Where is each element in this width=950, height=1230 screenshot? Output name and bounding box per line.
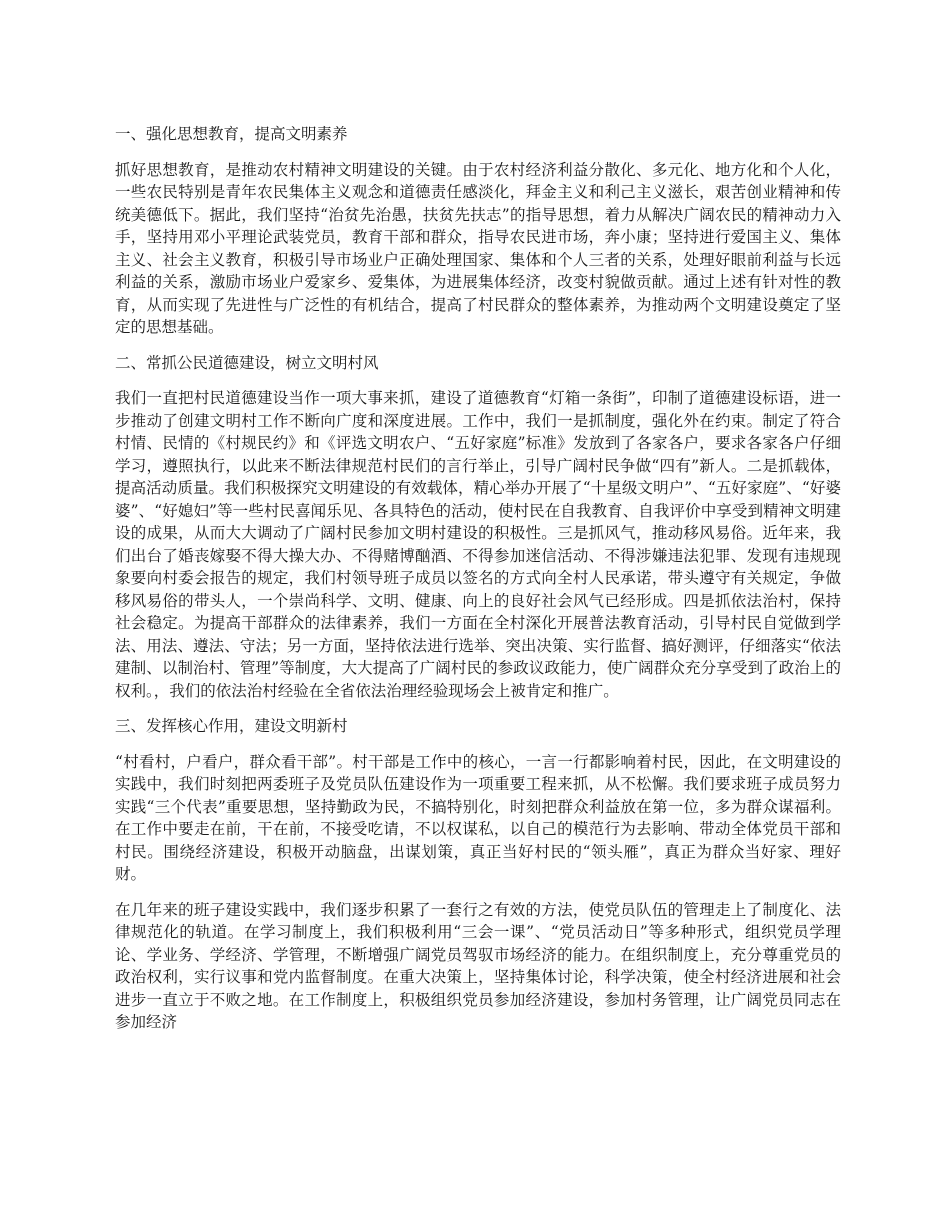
section-heading-3: 三、发挥核心作用，建设文明新村: [115, 717, 348, 735]
section-heading-1: 一、强化思想教育，提高文明素养: [115, 125, 348, 143]
section-2-paragraph-1: 我们一直把村民道德建设当作一项大事来抓，建设了道德教育“灯箱一条街”，印制了道德建设标语，进一步推动了创建文明村工作不断向广度和深度进展。工作中，我们一是抓制度，强化外在约束。制定了符合村情、民情的《村规民约》和《评选文明农户、“五好家庭”标准》发放到了各家各户，要求各家各户仔细学习，遵照执行，以此来不断法律规范村民们的言行举止，引导广阔村民争做“四有”新人。二是抓载体，提高活动质量。我们积极探究文明建设的有效载体，精心举办开展了“十星级文明户”、“五好家庭”、“好婆婆”、“好媳妇”等一些村民喜闻乐见、各具特色的活动，使村民在自我教育、自我评价中享受到精神文明建设的成果，从而大大调动了广阔村民参加文明村建设的积极性。三是抓风气，推动移风易俗。近年来，我们出台了婚丧嫁娶不得大操大办、不得赌博酗酒、不得参加迷信活动、不得涉嫌违法犯罪、发现有违规现象要向村委会报告的规定，我们村领导班子成员以签名的方式向全村人民承诺，带头遵守有关规定，争做移风易俗的带头人，一个崇尚科学、文明、健康、向上的良好社会风气已经形成。四是抓依法治村，保持社会稳定。为提高干部群众的法律素养，我们一方面在全村深化开展普法教育活动，引导村民自觉做到学法、用法、遵法、守法；另一方面，坚持依法进行选举、突出决策、实行监督、搞好测评，仔细落实“依法建制、以制治村、管理”等制度，大大提高了广阔村民的参政议政能力，使广阔群众充分享受到了政治上的权利。，我们的依法治村经验在全省依法治理经验现场会上被肯定和推广。: [115, 389, 841, 700]
document-body: [115, 123, 841, 1047]
section-3-paragraph-2: 在几年来的班子建设实践中，我们逐步积累了一套行之有效的方法，使党员队伍的管理走上了制度化、法律规范化的轨道。在学习制度上，我们积极利用“三会一课”、“党员活动日”等多种形式，组织党员学理论、学业务、学经济、学管理，不断增强广阔党员驾驭市场经济的能力。在组织制度上，充分尊重党员的政治权利，实行议事和党内监督制度。在重大决策上，坚持集体讨论，科学决策，使全村经济进展和社会进步一直立于不败之地。在工作制度上，积极组织党员参加经济建设，参加村务管理，让广阔党员同志在参加经济: [115, 900, 841, 1031]
section-heading-2: 二、常抓公民道德建设，树立文明村风: [115, 353, 379, 372]
section-3-paragraph-1: “村看村，户看户，群众看干部”。村干部是工作中的核心，一言一行都影响着村民，因此，在文明建设的实践中，我们时刻把两委班子及党员队伍建设作为一项重要工程来抓，从不松懈。我们要求班子成员努力实践“三个代表”重要思想，坚持勤政为民，不搞特别化，时刻把群众利益放在第一位，多为群众谋福利。在工作中要走在前，干在前，不接受吃请，不以权谋私，以自己的模范行为去影响、带动全体党员干部和村民。围绕经济建设，积极开动脑盘，出谋划策，真正当好村民的“领头雁”，真正为群众当好家、理好财。: [115, 752, 841, 883]
section-1-paragraph-1: 抓好思想教育，是推动农村精神文明建设的关键。由于农村经济利益分散化、多元化、地方化和个人化，一些农民特别是青年农民集体主义观念和道德责任感淡化，拜金主义和利己主义滋长，艰苦创业精神和传统美德低下。据此，我们坚持“治贫先治愚，扶贫先扶志”的指导思想，着力从解决广阔农民的精神动力入手，坚持用邓小平理论武装党员，教育干部和群众，指导农民进市场，奔小康；坚持进行爱国主义、集体主义、社会主义教育，积极引导市场业户正确处理国家、集体和个人三者的关系，处理好眼前利益与长远利益的关系，激励市场业户爱家乡、爱集体，为进展集体经济，改变村貌做贡献。通过上述有针对性的教育，从而实现了先进性与广泛性的有机结合，提高了村民群众的整体素养，为推动两个文明建设奠定了坚定的思想基础。: [115, 160, 841, 336]
